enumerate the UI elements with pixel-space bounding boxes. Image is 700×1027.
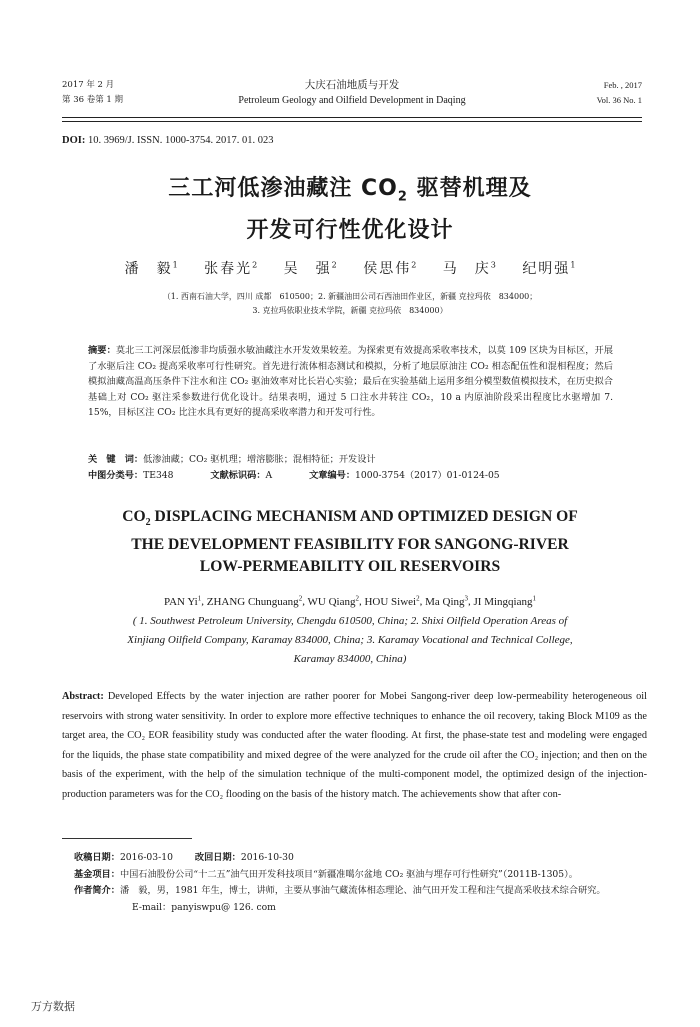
article-number: 文章编号：1000-3754（2017）01-0124-05: [309, 470, 500, 481]
title-en: [40, 506, 660, 578]
title-en-line2: THE DEVELOPMENT FEASIBILITY FOR SANGONG-RIVER: [131, 536, 569, 554]
footnote-meta: [74, 850, 649, 916]
affiliation-cn: [60, 290, 640, 318]
title-en-line1-pre: CO: [122, 508, 146, 525]
abstract-en-label: Abstract:: [62, 691, 104, 702]
affiliation-en-line2: Xinjiang Oilfield Company, Karamay 834000, China; 3. Karamay Vocational and Technical College,: [127, 634, 573, 646]
title-en-line3: LOW-PERMEABILITY OIL RESERVOIRS: [199, 558, 501, 576]
title-en-sub: 2: [145, 517, 151, 529]
abstract-en-text: Developed Effects by the water injection are rather poorer for Mobei Sangong-river deep low-permeability heterogeneous oil reservoirs with strong water sensitivity. In order to explore more effective techniques to enhance the oil recovery, taking Block M109 as the target area, the CO₂ EOR feasibility study was conducted after the water flooding. At first, the phase-state test and modeling were engaged for the liquids, the phase state compatibility and mixed degree of the were analyzed for the crude oil after the CO₂ injection; and then on the basis of the experiment, with the help of the simulation technique of the multi-component model, the optimized design of the injection-production parameters was for the CO₂ flooding on the basis of the history match. The achievements show that after con-: [62, 691, 647, 800]
title-cn-line1-post: 驱替机理及: [407, 176, 532, 201]
running-header: [62, 78, 642, 114]
abstract-cn-label: 摘要：: [88, 345, 116, 356]
fund-row: [74, 867, 649, 884]
title-cn-line1: [0, 172, 700, 214]
document-code: 文献标识码：A: [210, 470, 273, 481]
author-en: ZHANG Chunguang$^2$: [206, 594, 303, 608]
header-right: [597, 78, 642, 108]
journal-name-en: Petroleum Geology and Oilfield Development in Daqing: [238, 95, 466, 106]
doi-line: [62, 135, 273, 146]
revised-label: 改回日期：: [194, 852, 241, 863]
header-volume-cn: 第 36 卷第 1 期: [62, 95, 124, 105]
title-cn: [0, 172, 700, 248]
received-label: 收稿日期：: [74, 852, 120, 863]
watermark-text: 万方数据: [31, 1000, 75, 1013]
keywords-cn-text: 低渗油藏；CO₂ 驱机理；增溶膨胀；混相特征；开发设计: [143, 454, 376, 465]
author-cn: 张春光$^2$: [204, 260, 258, 277]
author-en: HOU Siwei$^2$: [364, 594, 420, 608]
footnote-rule: [62, 838, 192, 839]
author-cn: 纪明强$^1$: [522, 260, 576, 277]
received-value: 2016-03-10: [119, 852, 173, 863]
title-cn-line1-pre: 三工河低渗油藏注 CO: [168, 176, 398, 201]
email[interactable]: E-mail：panyiswpu@ 126. com: [132, 901, 276, 913]
revised-value: 2016-10-30: [240, 852, 294, 863]
title-cn-line2: 开发可行性优化设计: [246, 218, 454, 244]
affiliation-en: [80, 612, 620, 669]
abstract-cn-text: 莫北三工河深层低渗非均质强水敏油藏注水开发效果较差。为探索更有效提高采收率技术，以莫 109 区块为目标区，开展了水驱后注 CO₂ 提高采收率可行性研究。首先进行流体相态测试和模拟，分析了地层原油注 CO₂ 相态配伍性和混相程度；然后模拟油藏高温高压条件下注水和注 CO₂ 驱油效率对比长岩心实验；最后在实验基础上运用多组分模型数值模拟技术，在历史拟合基础上对 CO₂ 驱注采参数进行优化设计。结果表明，通过 5 口注水井转注 CO₂，10 a 内原油阶段采出程度比水驱增加 7. 15%，目标区注 CO₂ 比注水具有更好的提高采收率潜力和开发可行性。: [88, 345, 614, 418]
authors-cn: [0, 258, 700, 278]
affiliation-en-line3: Karamay 834000, China): [293, 653, 407, 665]
header-center: [62, 78, 642, 108]
doi-label: DOI:: [62, 135, 86, 146]
bio-text: 潘 毅，男，1981 年生，博士，讲师，主要从事油气藏流体相态理论、油气田开发工程和注气提高采收技术综合研究。: [119, 885, 606, 896]
doi-value[interactable]: 10. 3969/J. ISSN. 1000-3754. 2017. 01. 023: [87, 135, 274, 146]
classification-line: [88, 468, 613, 483]
bio-row: [74, 883, 649, 900]
fund-text: 中国石油股份公司“十二五”油气田开发科技项目“新疆准噶尔盆地 CO₂ 驱油与埋存可行性研究”（2011B-1305）。: [119, 868, 578, 880]
affiliation-cn-line1: （1. 西南石油大学，四川 成都 610500；2. 新疆油田公司石西油田作业区，新疆 克拉玛依 834000；: [162, 292, 538, 301]
keywords-cn-label: 关 键 词：: [88, 454, 144, 465]
author-cn: 马 庆$^3$: [442, 260, 496, 277]
dates-row: [74, 850, 649, 867]
affiliation-en-line1: ( 1. Southwest Petroleum University, Chengdu 610500, China; 2. Shixi Oilfield Operation Areas of: [132, 615, 568, 627]
author-cn: 侯思伟$^2$: [363, 260, 417, 277]
header-date-en: Feb. , 2017: [603, 80, 642, 90]
abstract-en: [62, 687, 647, 805]
header-date-cn: 2017 年 2 月: [62, 80, 115, 90]
title-en-line1-post: DISPLACING MECHANISM AND OPTIMIZED DESIGN OF: [150, 508, 578, 525]
title-cn-sub: 2: [397, 189, 408, 205]
keywords-cn: [88, 452, 613, 467]
author-en: PAN Yi$^1$: [163, 594, 202, 608]
header-rule: [62, 117, 642, 122]
author-cn: 吴 强$^2$: [283, 260, 337, 277]
journal-name-cn: 大庆石油地质与开发: [304, 79, 400, 91]
bio-label: 作者简介：: [74, 885, 120, 896]
fund-label: 基金项目：: [74, 868, 120, 880]
author-en: Ma Qing$^3$: [425, 594, 469, 608]
abstract-cn: [88, 343, 613, 421]
author-cn: 潘 毅$^1$: [124, 260, 178, 277]
affiliation-cn-line2: 3. 克拉玛依职业技术学院，新疆 克拉玛依 834000）: [252, 306, 448, 315]
author-en: JI Mingqiang$^1$: [473, 594, 537, 608]
header-volume-en: Vol. 36 No. 1: [596, 95, 642, 105]
authors-en: PAN Yi$^1$, ZHANG Chunguang$^2$, WU Qiang$^2$, HOU Siwei$^2$, Ma Qing$^3$, JI Mingqiang$^1$: [163, 594, 537, 608]
author-en: WU Qiang$^2$: [307, 594, 359, 608]
title-en-line1: [40, 506, 660, 534]
clc-number: 中图分类号：TE348: [88, 470, 174, 481]
